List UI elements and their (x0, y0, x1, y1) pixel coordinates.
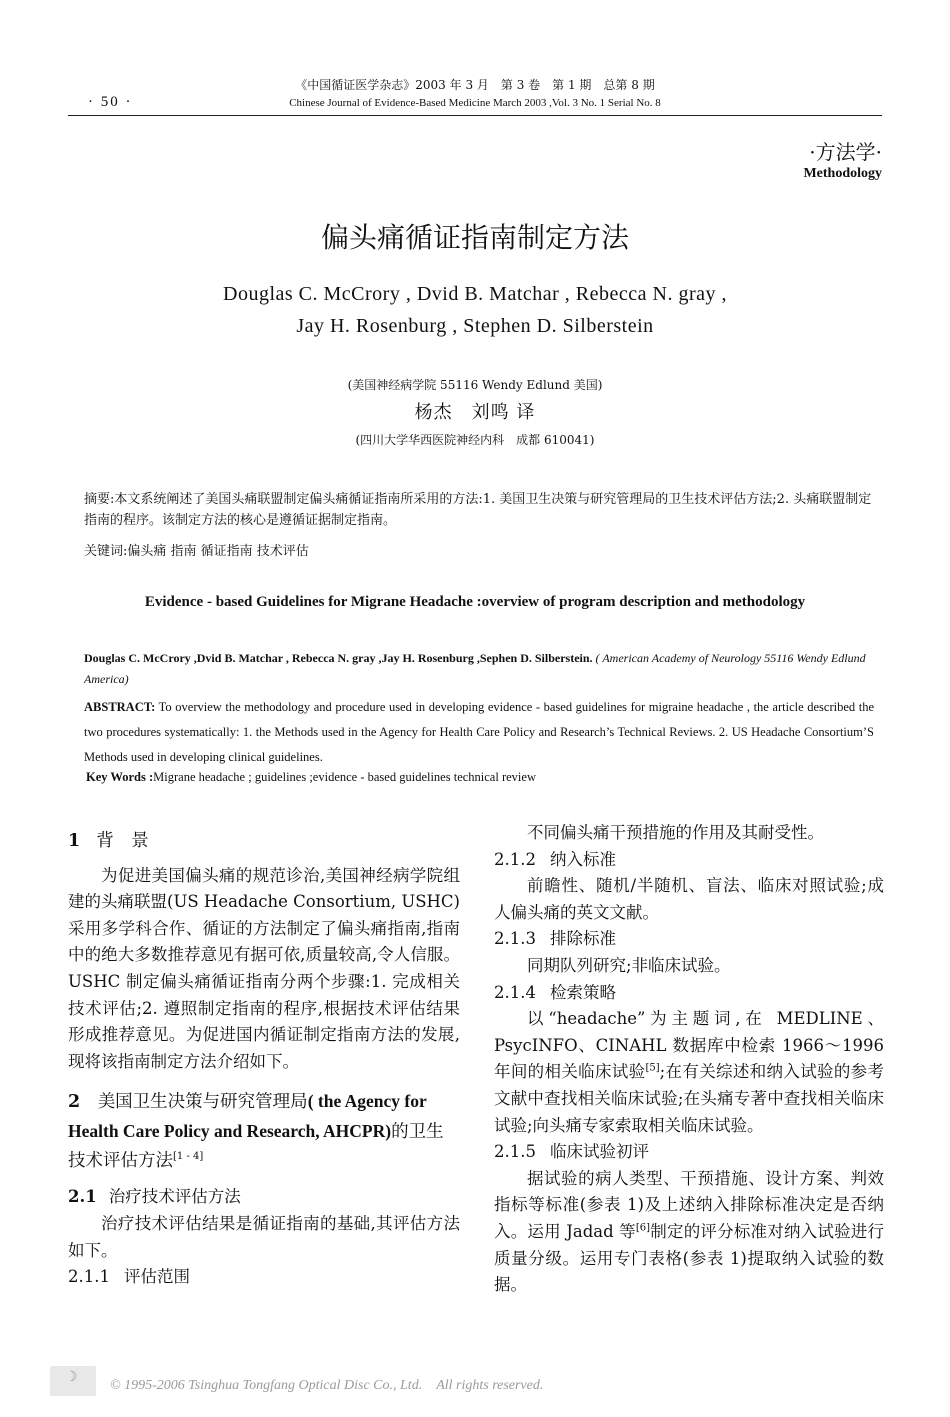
affiliation-en: ( American Academy of Neurology 55116 Wendy Edlund America) (84, 651, 866, 686)
section-label-en: Methodology (803, 166, 882, 181)
heading-number: 1 (68, 831, 81, 851)
copyright-footer: © 1995-2006 Tsinghua Tongfang Optical Disc Co., Ltd. All rights reserved. (110, 1378, 544, 1393)
translators: 杨杰 刘鸣 译 (414, 402, 536, 423)
abstract-cn: 摘要:本文系统阐述了美国头痛联盟制定偏头痛循证指南所采用的方法:1. 美国卫生决策与研究管理局的卫生技术评估方法;2. 头痛联盟制定指南的程序。该制定方法的核心是遵循证据制定指南。 (84, 492, 872, 528)
subheading-2-1-2 (494, 847, 884, 874)
paragraph-text: 据试验的病人类型、干预措施、设计方案、判效指标等标准(参表 1)及上述纳入排除标准决定是否纳入。运用 Jadad 等 (494, 1168, 884, 1241)
subheading-text: 临床试验初评 (549, 1142, 649, 1162)
header-rule (68, 115, 882, 116)
keywords-en-label: Key Words : (86, 770, 154, 784)
subheading-2-1 (68, 1184, 460, 1211)
journal-header-en: Chinese Journal of Evidence-Based Medicine March 2003 ,Vol. 3 No. 1 Serial No. 8 (289, 97, 661, 109)
keywords-cn: 关键词:偏头痛 指南 循证指南 技术评估 (84, 544, 309, 559)
citation-ref: [5] (645, 1062, 660, 1074)
heading-text-en: ( the Agency for Health Care Policy and Research, AHCPR) (68, 1091, 427, 1142)
subheading-2-1-3 (494, 926, 884, 953)
citation-ref: [6] (635, 1222, 651, 1234)
journal-header-cn: 《中国循证医学杂志》2003 年 3 月 第 3 卷 第 1 期 总第 8 期 (295, 78, 655, 92)
subheading-text: 纳入标准 (549, 849, 616, 869)
paragraph-text: ;在有关综述和纳入试验的参考文献中查找相关临床试验;在头痛专著中查找相关临床试验;向头痛专家索取相关临床试验。 (494, 1062, 885, 1135)
authors-line-1: Douglas C. McCrory , Dvid B. Matchar , Rebecca N. gray , (223, 283, 727, 305)
subheading-text: 评估范围 (123, 1267, 190, 1287)
subheading-2-1-1 (68, 1264, 460, 1291)
page-number: · 50 · (88, 94, 133, 110)
subheading-2-1-5 (494, 1139, 884, 1166)
abstract-en-block (84, 695, 874, 770)
heading-text: 背 景 (96, 831, 149, 851)
subheading-number: 2.1.5 (494, 1142, 536, 1162)
abstract-en-label: ABSTRACT: (84, 700, 156, 714)
paragraph-initial-review (494, 1166, 884, 1299)
paragraph-2-1: 治疗技术评估结果是循证指南的基础,其评估方法如下。 (68, 1213, 460, 1260)
body-right-column (494, 820, 884, 1299)
body-left-column (68, 820, 460, 1291)
subheading-number: 2.1.3 (494, 929, 536, 949)
citation-ref: [1 - 4] (173, 1151, 204, 1163)
paragraph-text: 以“headache”为主题词,在 MEDLINE、PsycINFO、CINAHL 数据库中检索 1966～1996 年间的相关临床试验 (494, 1009, 884, 1082)
authors (0, 278, 950, 342)
subheading-text: 排除标准 (549, 929, 616, 949)
affiliation-original: (美国神经病学院 55116 Wendy Edlund 美国) (347, 378, 603, 392)
article-title-en: Evidence - based Guidelines for Migrane Headache :overview of program description and methodology (144, 594, 806, 610)
subheading-text: 治疗技术评估方法 (108, 1187, 241, 1207)
subheading-2-1-4 (494, 980, 884, 1007)
paragraph-inclusion: 前瞻性、随机/半随机、盲法、临床对照试验;成人偏头痛的英文文献。 (494, 876, 884, 922)
keywords-en-block (86, 770, 876, 785)
subheading-number: 2.1 (68, 1187, 97, 1207)
article-title: 偏头痛循证指南制定方法 (320, 221, 629, 254)
paragraph-text: 制定的评分标准对纳入试验进行质量分级。运用专门表格(参表 1)提取纳入试验的数据。 (494, 1221, 885, 1295)
paragraph-exclusion: 同期队列研究;非临床试验。 (527, 955, 731, 975)
abstract-en: To overview the methodology and procedure used in developing evidence - based guidelines for migraine headache , the article described the two procedures systematically: 1. the Methods used in the Agency for Health Care Policy and Research’s Technical Reviews. 2. US Headache Consortium’S Methods used in developing clinical guidelines. (84, 700, 874, 764)
subheading-number: 2.1.2 (494, 849, 536, 869)
section-label-cn: ·方法学· (809, 140, 882, 164)
paragraph-search-strategy (494, 1006, 884, 1139)
logo-mark-icon: ☽ (65, 1369, 78, 1385)
keywords-en: Migrane headache ; guidelines ;evidence - based guidelines technical review (153, 770, 536, 784)
heading-background (68, 828, 460, 855)
authors-en-block (84, 648, 874, 690)
paragraph-scope: 不同偏头痛干预措施的作用及其耐受性。 (527, 823, 824, 842)
heading-number: 2 (68, 1092, 81, 1113)
subheading-number: 2.1.1 (68, 1267, 110, 1287)
authors-line-2: Jay H. Rosenburg , Stephen D. Silberstein (296, 315, 654, 337)
heading-text-cn: 美国卫生决策与研究管理局 (97, 1092, 308, 1113)
affiliation-translators: (四川大学华西医院神经内科 成都 610041) (355, 433, 595, 447)
subheading-number: 2.1.4 (494, 982, 536, 1002)
authors-en: Douglas C. McCrory ,Dvid B. Matchar , Rebecca N. gray ,Jay H. Rosenburg ,Sephen D. Silberstein. (84, 651, 593, 665)
publisher-logo (50, 1366, 96, 1396)
subheading-text: 检索策略 (549, 982, 616, 1002)
heading-ahcpr (68, 1087, 460, 1176)
paragraph-background: 为促进美国偏头痛的规范诊治,美国神经病学院组建的头痛联盟(US Headache Consortium, USHC)采用多学科合作、循证的方法制定了偏头痛指南,指南中的绝大多数推荐意见有据可依,质量较高,令人信服。USHC 制定偏头痛循证指南分两个步骤:1. 完成相关技术评估;2. 遵照制定指南的程序,根据技术评估结果形成推荐意见。为促进国内循证制定指南方法的发展,现将该指南制定方法介绍如下。 (68, 865, 460, 1071)
heading-text-tail: 的卫生技术评估方法 (68, 1122, 444, 1172)
